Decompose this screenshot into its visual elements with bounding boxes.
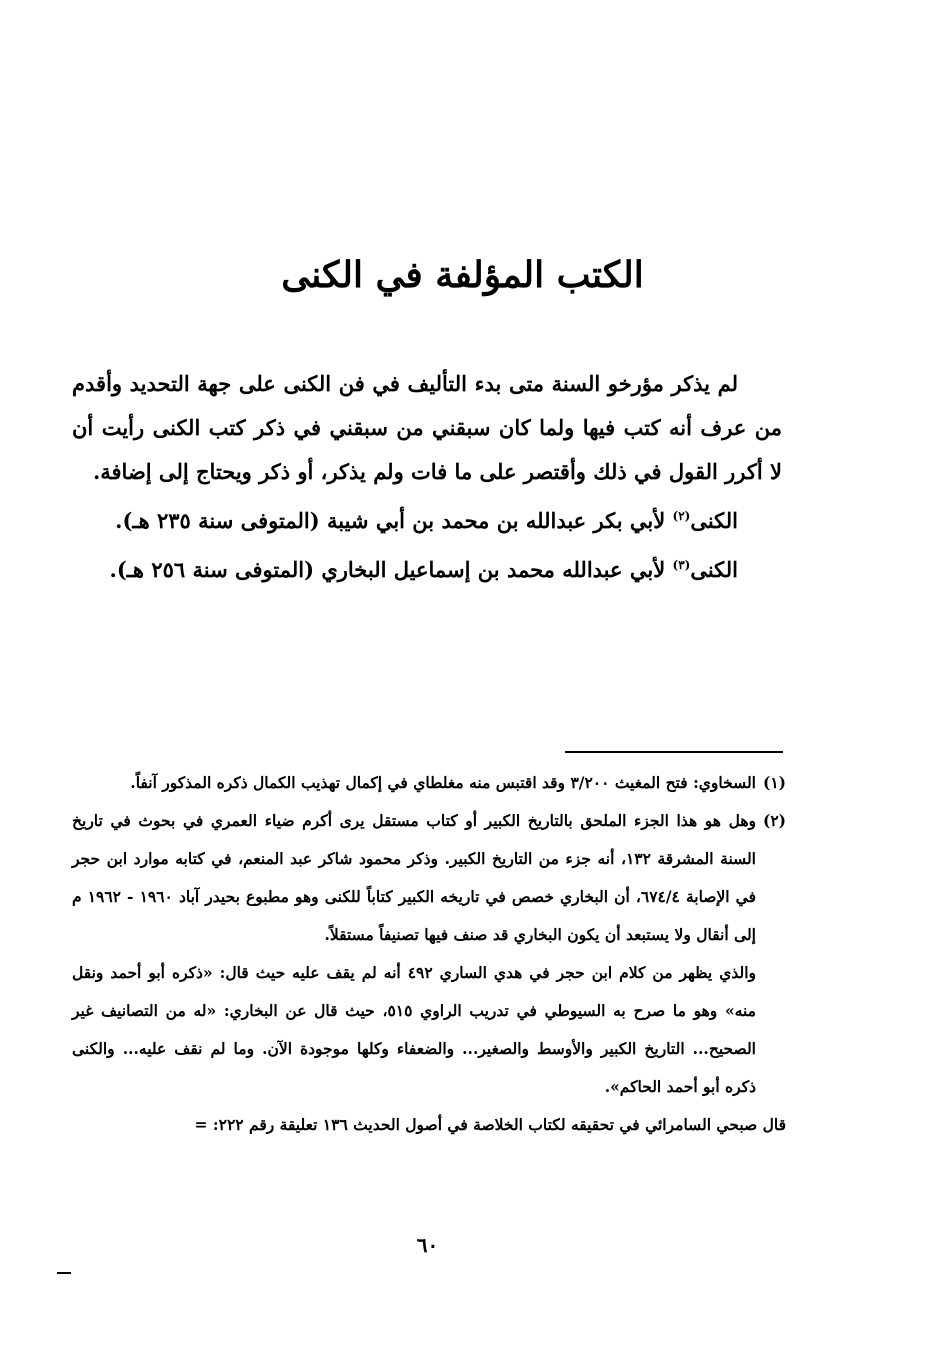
intro-paragraph: لم يذكر مؤرخو السنة متى بدء التأليف في فن الكنى على جهة التحديد وأقدم من عرف أنه كتب فيها ولما كان سبقني من سبقني في ذكر كتب الكنى رأيت أن لا أكرر القول في ذلك وأقتصر على ما فات ولم يذكر، أو ذكر ويحتاج إلى إضافة. xyxy=(72,371,782,484)
entry-text: لأبي بكر عبدالله بن محمد بن أبي شيبة (المتوفى سنة ٢٣٥ هـ). xyxy=(115,508,673,533)
entry-text: لأبي عبدالله محمد بن إسماعيل البخاري (المتوفى سنة ٢٥٦ هـ). xyxy=(109,557,673,582)
footnote-text: السخاوي: فتح المغيث ٣/٢٠٠ وقد اقتبس منه مغلطاي في إكمال تهذيب الكمال ذكره المذكور آنفاً. xyxy=(130,773,756,792)
entry-bukhari xyxy=(72,543,782,592)
footnote-2-continuation: والذي يظهر من كلام ابن حجر في هدي الساري ٤٩٢ أنه لم يقف عليه حيث قال: «ذكره أبو أحمد ونقل منه» وهو ما صرح به السيوطي في تدريب الراوي ٥١٥، حيث قال عن البخاري: «له من التصانيف غير الصحيح... التاريخ الكبير والأوسط والصغير... والضعفاء وكلها موجودة الآن. وما لم نقف عليه... والكنى ذكره أبو أحمد الحاكم». xyxy=(72,963,756,1096)
footnote-3-text: قال صبحي السامرائي في تحقيقه لكتاب الخلاصة في أصول الحديث ١٣٦ تعليقة رقم ٢٢٢: = xyxy=(194,1115,786,1134)
footnote-number: (٢) xyxy=(762,811,786,830)
page-number: ٦٠ xyxy=(416,1233,439,1257)
footnote-2 xyxy=(72,802,786,954)
footnotes xyxy=(72,764,786,1144)
entry-ibn-abi-shayba xyxy=(72,494,782,543)
margin-mark xyxy=(57,1272,71,1274)
entry-title: الكنى xyxy=(690,557,738,582)
entry-title: الكنى xyxy=(690,508,738,533)
footnote-1 xyxy=(72,764,786,802)
footnote-ref: (٣) xyxy=(672,558,691,572)
main-text xyxy=(72,362,782,592)
page-title: الكتب المؤلفة في الكنى xyxy=(281,254,644,296)
footnote-divider xyxy=(565,751,783,753)
footnote-text: وهل هو هذا الجزء الملحق بالتاريخ الكبير أو كتاب مستقل يرى أكرم ضياء العمري في بحوث في تاريخ السنة المشرقة ١٣٢، أنه جزء من التاريخ الكبير. وذكر محمود شاكر عبد المنعم، في كتابه موارد ابن حجر في الإصابة ٦٧٤/٤، أن البخاري خصص في تاريخه الكبير كتاباً للكنى وهو مطبوع بحيدر آباد ١٩٦٠ - ١٩٦٢ م إلى أنقال ولا يستبعد أن يكون البخاري قد صنف فيها تصنيفاً مستقلاً. xyxy=(72,811,757,944)
footnote-number: (١) xyxy=(762,773,786,792)
footnote-ref: (٢) xyxy=(672,509,691,523)
